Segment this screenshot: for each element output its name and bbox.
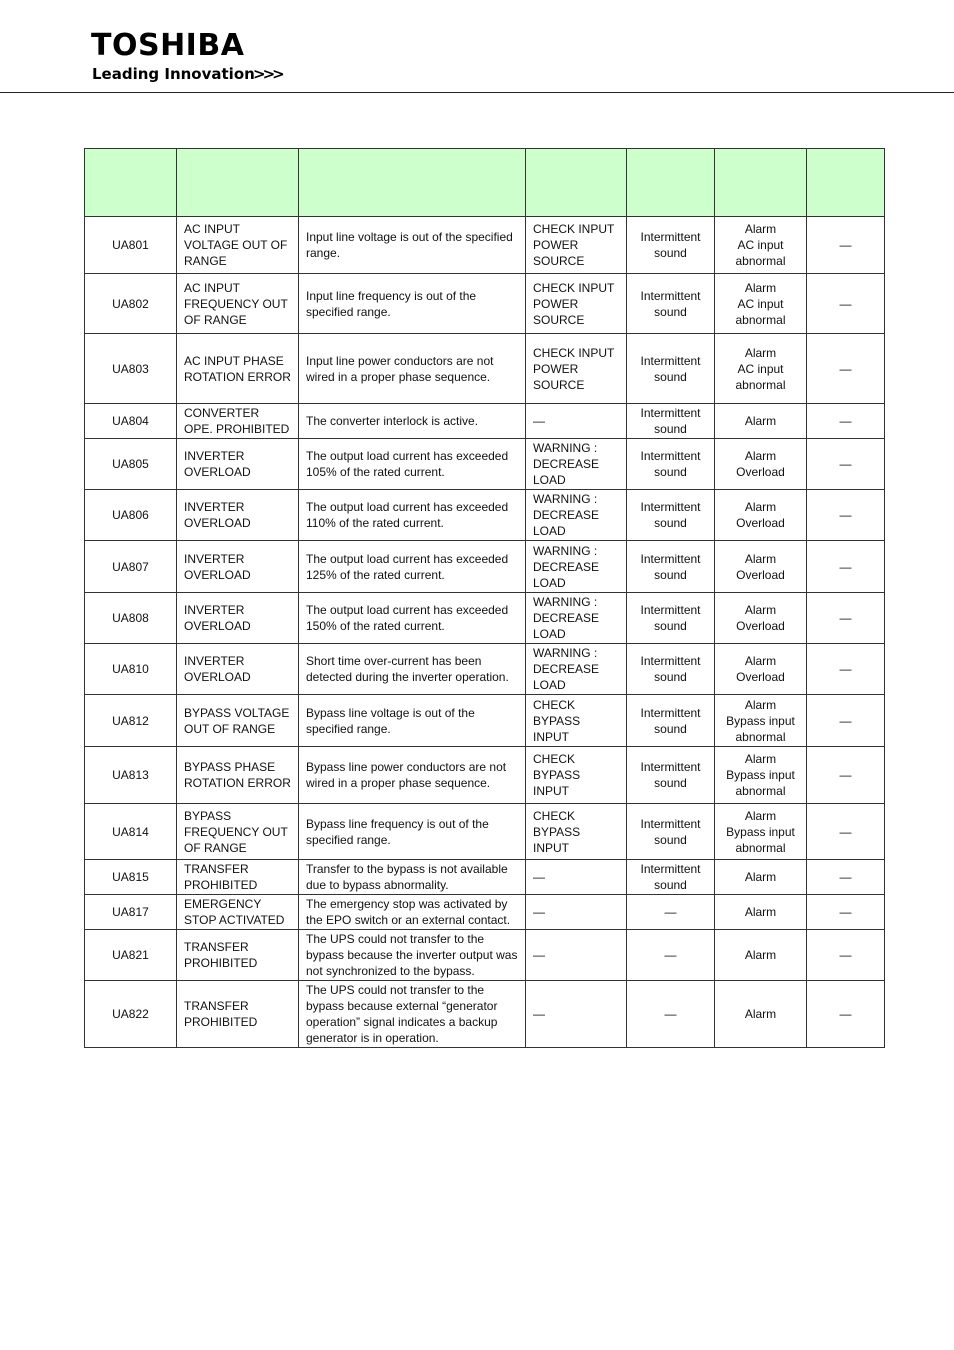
- description-cell: The UPS could not transfer to the bypass because external “generator operation” signal indicates a backup generator is in operation.: [299, 981, 526, 1048]
- code-cell: UA812: [85, 695, 177, 747]
- name-cell: TRANSFER PROHIBITED: [177, 930, 299, 981]
- other-cell: —: [807, 490, 885, 541]
- action-cell: CHECK BYPASS INPUT: [526, 695, 627, 747]
- indication-cell: Alarm: [715, 860, 807, 895]
- action-cell: —: [526, 860, 627, 895]
- indication-cell: Alarm: [715, 895, 807, 930]
- buzzer-cell: Intermittent sound: [627, 541, 715, 593]
- other-cell: —: [807, 804, 885, 860]
- description-cell: Input line power conductors are not wired in a proper phase sequence.: [299, 334, 526, 404]
- buzzer-cell: Intermittent sound: [627, 490, 715, 541]
- description-cell: Input line frequency is out of the specified range.: [299, 274, 526, 334]
- code-cell: UA813: [85, 747, 177, 804]
- indication-cell: Alarm Bypass input abnormal: [715, 695, 807, 747]
- description-cell: The output load current has exceeded 150% of the rated current.: [299, 593, 526, 644]
- table-row: [85, 490, 885, 541]
- name-cell: AC INPUT PHASE ROTATION ERROR: [177, 334, 299, 404]
- action-cell: WARNING : DECREASE LOAD: [526, 644, 627, 695]
- action-cell: —: [526, 981, 627, 1048]
- table-row: [85, 274, 885, 334]
- description-cell: Bypass line voltage is out of the specified range.: [299, 695, 526, 747]
- table-row: [85, 930, 885, 981]
- name-cell: INVERTER OVERLOAD: [177, 644, 299, 695]
- table-row: [85, 747, 885, 804]
- header-cell: [85, 149, 177, 217]
- buzzer-cell: Intermittent sound: [627, 439, 715, 490]
- indication-cell: Alarm: [715, 404, 807, 439]
- other-cell: —: [807, 930, 885, 981]
- action-cell: WARNING : DECREASE LOAD: [526, 593, 627, 644]
- other-cell: —: [807, 747, 885, 804]
- other-cell: —: [807, 644, 885, 695]
- action-cell: CHECK BYPASS INPUT: [526, 747, 627, 804]
- buzzer-cell: Intermittent sound: [627, 747, 715, 804]
- indication-cell: Alarm Overload: [715, 490, 807, 541]
- other-cell: —: [807, 895, 885, 930]
- header-cell: [177, 149, 299, 217]
- indication-cell: Alarm AC input abnormal: [715, 217, 807, 274]
- buzzer-cell: Intermittent sound: [627, 404, 715, 439]
- action-cell: —: [526, 930, 627, 981]
- action-cell: CHECK INPUT POWER SOURCE: [526, 334, 627, 404]
- buzzer-cell: Intermittent sound: [627, 804, 715, 860]
- indication-cell: Alarm: [715, 930, 807, 981]
- description-cell: The UPS could not transfer to the bypass because the inverter output was not synchronized to the bypass.: [299, 930, 526, 981]
- code-cell: UA808: [85, 593, 177, 644]
- code-cell: UA807: [85, 541, 177, 593]
- code-cell: UA806: [85, 490, 177, 541]
- table-row: [85, 981, 885, 1048]
- other-cell: —: [807, 695, 885, 747]
- code-cell: UA822: [85, 981, 177, 1048]
- table-row: [85, 593, 885, 644]
- table-row: [85, 439, 885, 490]
- description-cell: The output load current has exceeded 105% of the rated current.: [299, 439, 526, 490]
- buzzer-cell: —: [627, 930, 715, 981]
- description-cell: The output load current has exceeded 110% of the rated current.: [299, 490, 526, 541]
- code-cell: UA817: [85, 895, 177, 930]
- description-cell: Bypass line frequency is out of the specified range.: [299, 804, 526, 860]
- action-cell: CHECK INPUT POWER SOURCE: [526, 217, 627, 274]
- table-row: [85, 644, 885, 695]
- header-cell: [715, 149, 807, 217]
- table-row: [85, 895, 885, 930]
- other-cell: —: [807, 217, 885, 274]
- chevron-arrows-icon: >>>: [253, 65, 282, 83]
- header-cell: [807, 149, 885, 217]
- indication-cell: Alarm Overload: [715, 439, 807, 490]
- description-cell: Input line voltage is out of the specified range.: [299, 217, 526, 274]
- toshiba-logo: TOSHIBA: [91, 28, 245, 63]
- name-cell: AC INPUT FREQUENCY OUT OF RANGE: [177, 274, 299, 334]
- name-cell: BYPASS VOLTAGE OUT OF RANGE: [177, 695, 299, 747]
- name-cell: EMERGENCY STOP ACTIVATED: [177, 895, 299, 930]
- code-cell: UA810: [85, 644, 177, 695]
- description-cell: The emergency stop was activated by the EPO switch or an external contact.: [299, 895, 526, 930]
- logo-tagline: Leading Innovation: [92, 65, 255, 83]
- indication-cell: Alarm Overload: [715, 541, 807, 593]
- description-cell: The converter interlock is active.: [299, 404, 526, 439]
- code-cell: UA821: [85, 930, 177, 981]
- table-row: [85, 695, 885, 747]
- other-cell: —: [807, 593, 885, 644]
- table-body: [85, 217, 885, 1048]
- buzzer-cell: —: [627, 981, 715, 1048]
- code-cell: UA803: [85, 334, 177, 404]
- name-cell: INVERTER OVERLOAD: [177, 541, 299, 593]
- indication-cell: Alarm Overload: [715, 644, 807, 695]
- action-cell: WARNING : DECREASE LOAD: [526, 541, 627, 593]
- table-row: [85, 804, 885, 860]
- buzzer-cell: Intermittent sound: [627, 217, 715, 274]
- name-cell: CONVERTER OPE. PROHIBITED: [177, 404, 299, 439]
- code-cell: UA815: [85, 860, 177, 895]
- action-cell: —: [526, 895, 627, 930]
- header-cell: [526, 149, 627, 217]
- action-cell: —: [526, 404, 627, 439]
- code-cell: UA802: [85, 274, 177, 334]
- indication-cell: Alarm AC input abnormal: [715, 334, 807, 404]
- buzzer-cell: Intermittent sound: [627, 334, 715, 404]
- indication-cell: Alarm AC input abnormal: [715, 274, 807, 334]
- buzzer-cell: Intermittent sound: [627, 644, 715, 695]
- table-row: [85, 860, 885, 895]
- name-cell: TRANSFER PROHIBITED: [177, 860, 299, 895]
- name-cell: BYPASS PHASE ROTATION ERROR: [177, 747, 299, 804]
- other-cell: —: [807, 404, 885, 439]
- buzzer-cell: Intermittent sound: [627, 274, 715, 334]
- buzzer-cell: Intermittent sound: [627, 593, 715, 644]
- description-cell: Bypass line power conductors are not wired in a proper phase sequence.: [299, 747, 526, 804]
- action-cell: WARNING : DECREASE LOAD: [526, 439, 627, 490]
- other-cell: —: [807, 274, 885, 334]
- page-header: [0, 0, 954, 93]
- name-cell: AC INPUT VOLTAGE OUT OF RANGE: [177, 217, 299, 274]
- action-cell: CHECK INPUT POWER SOURCE: [526, 274, 627, 334]
- other-cell: —: [807, 439, 885, 490]
- action-cell: WARNING : DECREASE LOAD: [526, 490, 627, 541]
- other-cell: —: [807, 541, 885, 593]
- name-cell: INVERTER OVERLOAD: [177, 593, 299, 644]
- action-cell: CHECK BYPASS INPUT: [526, 804, 627, 860]
- description-cell: Short time over-current has been detected during the inverter operation.: [299, 644, 526, 695]
- table-row: [85, 217, 885, 274]
- alarm-code-table: [84, 148, 885, 1048]
- indication-cell: Alarm Overload: [715, 593, 807, 644]
- name-cell: BYPASS FREQUENCY OUT OF RANGE: [177, 804, 299, 860]
- header-cell: [299, 149, 526, 217]
- table-header-row: [85, 149, 885, 217]
- name-cell: INVERTER OVERLOAD: [177, 439, 299, 490]
- buzzer-cell: Intermittent sound: [627, 695, 715, 747]
- indication-cell: Alarm Bypass input abnormal: [715, 747, 807, 804]
- indication-cell: Alarm: [715, 981, 807, 1048]
- buzzer-cell: —: [627, 895, 715, 930]
- description-cell: Transfer to the bypass is not available due to bypass abnormality.: [299, 860, 526, 895]
- code-cell: UA804: [85, 404, 177, 439]
- name-cell: TRANSFER PROHIBITED: [177, 981, 299, 1048]
- table-row: [85, 404, 885, 439]
- name-cell: INVERTER OVERLOAD: [177, 490, 299, 541]
- buzzer-cell: Intermittent sound: [627, 860, 715, 895]
- other-cell: —: [807, 981, 885, 1048]
- table-row: [85, 541, 885, 593]
- description-cell: The output load current has exceeded 125% of the rated current.: [299, 541, 526, 593]
- code-cell: UA814: [85, 804, 177, 860]
- other-cell: —: [807, 860, 885, 895]
- indication-cell: Alarm Bypass input abnormal: [715, 804, 807, 860]
- other-cell: —: [807, 334, 885, 404]
- table-row: [85, 334, 885, 404]
- code-cell: UA805: [85, 439, 177, 490]
- header-cell: [627, 149, 715, 217]
- code-cell: UA801: [85, 217, 177, 274]
